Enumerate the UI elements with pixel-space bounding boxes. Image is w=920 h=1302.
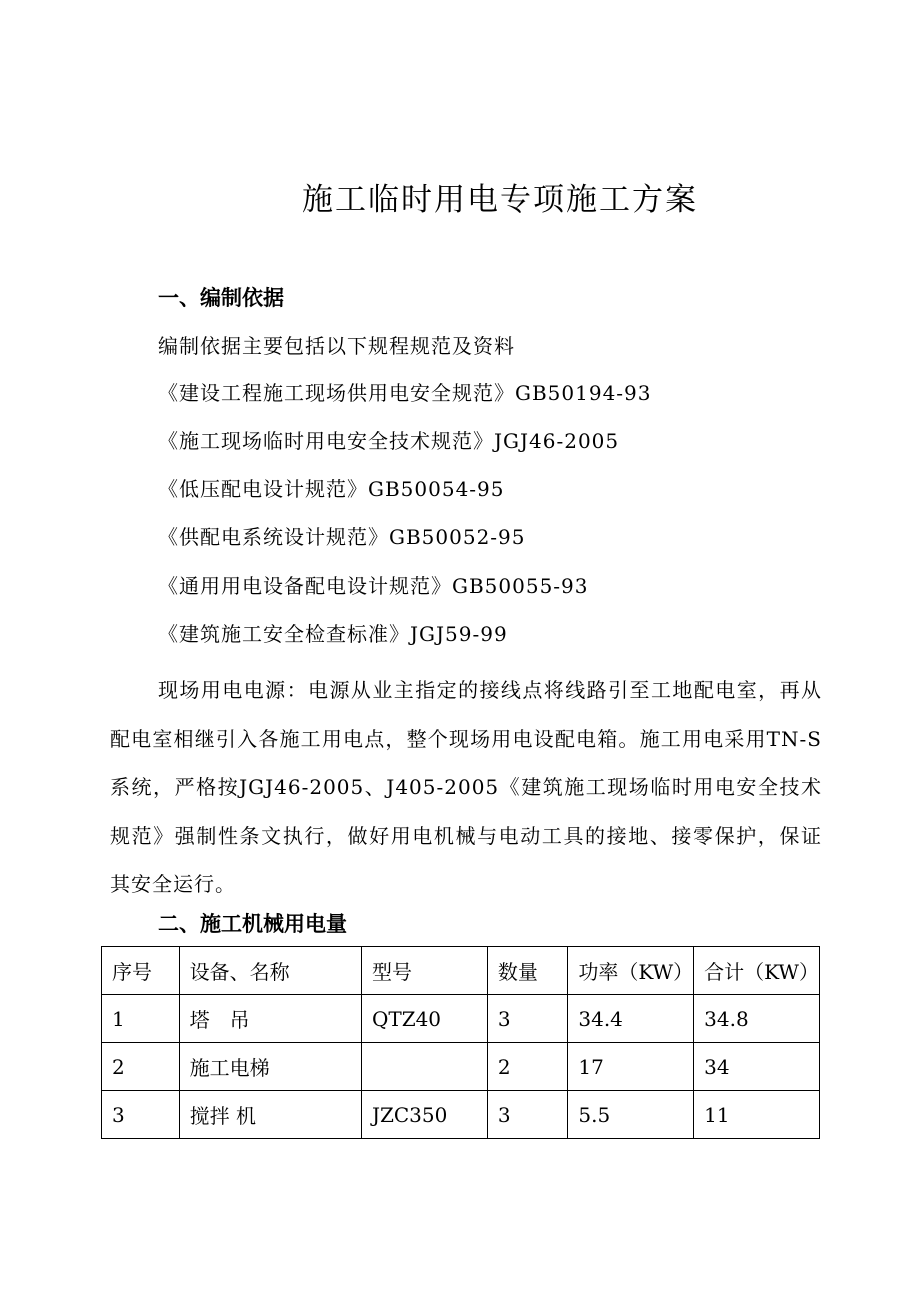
reference-item: 《低压配电设计规范》GB50054-95 xyxy=(158,477,505,501)
cell-model: JZC350 xyxy=(361,1091,487,1139)
header-model: 型号 xyxy=(361,947,487,995)
cell-quantity: 3 xyxy=(487,995,567,1043)
cell-total: 11 xyxy=(694,1091,820,1139)
cell-index: 2 xyxy=(102,1043,180,1091)
header-equipment-name: 设备、名称 xyxy=(179,947,361,995)
section-heading-machinery: 二、施工机械用电量 xyxy=(158,912,347,936)
cell-power: 17 xyxy=(568,1043,694,1091)
cell-index: 3 xyxy=(102,1091,180,1139)
table-header-row xyxy=(102,947,820,995)
table-row xyxy=(102,1091,820,1139)
header-power: 功率（KW） xyxy=(568,947,694,995)
equipment-power-table xyxy=(101,946,820,1139)
cell-power: 34.4 xyxy=(568,995,694,1043)
cell-total: 34 xyxy=(694,1043,820,1091)
cell-equipment-name: 塔 吊 xyxy=(179,995,361,1043)
cell-index: 1 xyxy=(102,995,180,1043)
cell-total: 34.8 xyxy=(694,995,820,1043)
reference-item: 《通用用电设备配电设计规范》GB50055-93 xyxy=(158,574,589,598)
cell-power: 5.5 xyxy=(568,1091,694,1139)
document-title: 施工临时用电专项施工方案 xyxy=(302,182,698,218)
table-row xyxy=(102,1043,820,1091)
section-heading-basis: 一、编制依据 xyxy=(158,286,284,310)
table-row xyxy=(102,995,820,1043)
reference-item: 《施工现场临时用电安全技术规范》JGJ46-2005 xyxy=(158,429,620,453)
header-index: 序号 xyxy=(102,947,180,995)
cell-equipment-name: 搅拌 机 xyxy=(179,1091,361,1139)
reference-item: 《建筑施工安全检查标准》JGJ59-99 xyxy=(158,622,508,646)
cell-model xyxy=(361,1043,487,1091)
header-total: 合计（KW） xyxy=(694,947,820,995)
header-quantity: 数量 xyxy=(487,947,567,995)
power-source-paragraph: 现场用电电源：电源从业主指定的接线点将线路引至工地配电室，再从配电室相继引入各施工用电点，整个现场用电设配电箱。施工用电采用TN-S系统，严格按JGJ46-2005、J405-2005《建筑施工现场临时用电安全技术规范》强制性条文执行，做好用电机械与电动工具的接地、接零保护，保证其安全运行。 xyxy=(110,678,822,896)
cell-model: QTZ40 xyxy=(361,995,487,1043)
basis-intro: 编制依据主要包括以下规程规范及资料 xyxy=(158,334,515,358)
reference-item: 《供配电系统设计规范》GB50052-95 xyxy=(158,525,526,549)
reference-item: 《建设工程施工现场供用电安全规范》GB50194-93 xyxy=(158,381,652,405)
cell-quantity: 3 xyxy=(487,1091,567,1139)
cell-equipment-name: 施工电梯 xyxy=(179,1043,361,1091)
cell-quantity: 2 xyxy=(487,1043,567,1091)
